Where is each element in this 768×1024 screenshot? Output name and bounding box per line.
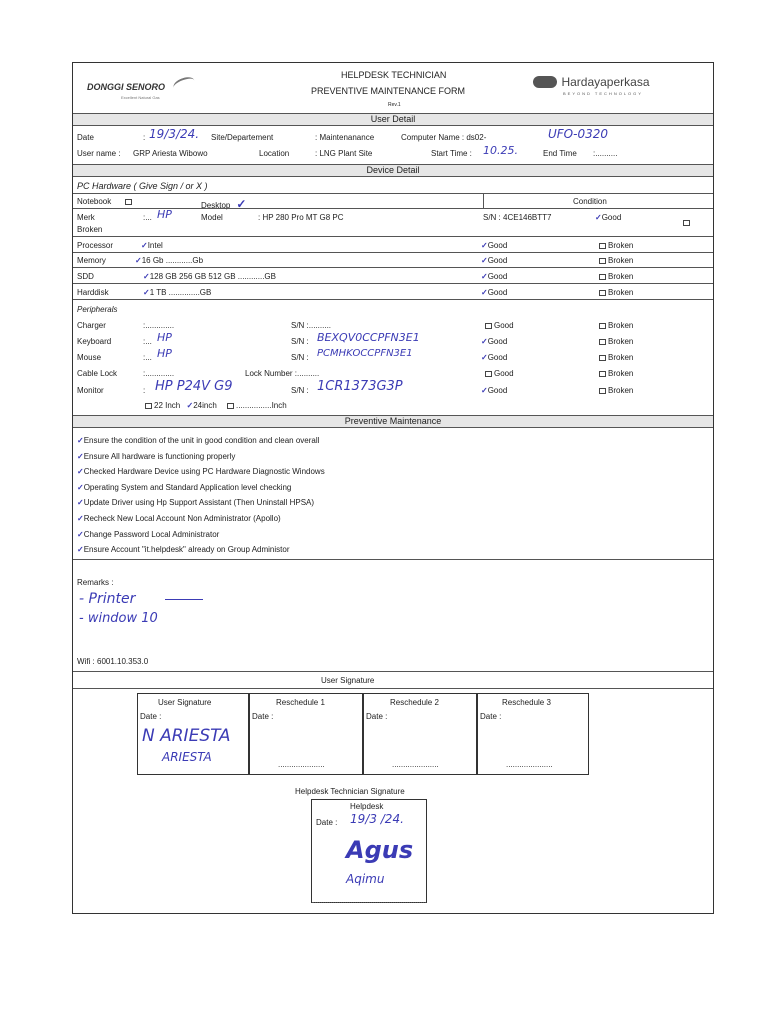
- divider: [73, 283, 713, 284]
- tech-date-label: Date :: [316, 818, 338, 827]
- peripherals-label: Peripherals: [77, 305, 118, 314]
- memory-label: Memory: [77, 256, 106, 265]
- desktop-check-icon[interactable]: ✓: [236, 197, 247, 211]
- memory-opts-text: 16 Gb ............Gb: [141, 256, 204, 265]
- good-text: Good: [487, 337, 508, 346]
- end-time-label: End Time: [543, 149, 577, 158]
- model-value: : HP 280 Pro MT G8 PC: [258, 213, 344, 222]
- broken-text: Broken: [608, 337, 634, 346]
- notebook-checkbox[interactable]: [125, 199, 132, 205]
- pm-item: [77, 542, 325, 558]
- box-date: Date :: [480, 712, 502, 721]
- check-icon[interactable]: ✓: [77, 529, 84, 539]
- pc-hardware-label: PC Hardware ( Give Sign / or X ): [77, 181, 208, 191]
- good-check-icon[interactable]: ✓: [481, 241, 488, 250]
- good-check-icon[interactable]: ✓: [481, 386, 488, 395]
- good-checkbox[interactable]: [485, 371, 492, 377]
- mouse-sn-label: S/N :: [291, 353, 309, 362]
- inch-other-checkbox[interactable]: [227, 403, 234, 409]
- check-icon[interactable]: ✓: [143, 272, 150, 281]
- divider: [73, 299, 713, 300]
- pm-item: [77, 464, 325, 480]
- date-label: Date: [77, 133, 94, 142]
- user-signature-1: N ARIESTA: [142, 726, 231, 746]
- form-title-2: PREVENTIVE MAINTENANCE FORM: [311, 86, 466, 96]
- broken-text: Broken: [608, 272, 634, 281]
- broken-text: Broken: [608, 369, 634, 378]
- date-colon: :: [143, 133, 146, 142]
- processor-label: Processor: [77, 241, 114, 250]
- mouse-colon: :...: [143, 353, 152, 362]
- good-text: Good: [487, 353, 508, 362]
- pm-item: [77, 480, 325, 496]
- box-title: Reschedule 3: [502, 698, 551, 707]
- pm-item-text: Ensure the condition of the unit in good condition and clean overall: [83, 436, 320, 445]
- divider: [73, 559, 713, 560]
- monitor-good: [481, 386, 507, 395]
- tech-box-title: Helpdesk: [350, 802, 384, 811]
- right-logo: [533, 73, 650, 96]
- mouse-value: HP: [157, 347, 172, 360]
- good-text: Good: [487, 256, 508, 265]
- notebook-text: Notebook: [77, 197, 112, 206]
- desktop-text: Desktop: [201, 201, 231, 210]
- sdd-label: SDD: [77, 272, 94, 281]
- reschedule-2-box[interactable]: [363, 693, 477, 775]
- sign-line: .....................: [506, 760, 553, 769]
- broken-checkbox[interactable]: [599, 339, 606, 345]
- sign-line: .....................: [392, 760, 439, 769]
- divider: [73, 671, 713, 672]
- broken-checkbox[interactable]: [599, 355, 606, 361]
- pc-serial: S/N : 4CE146BTT7: [483, 213, 552, 222]
- broken-checkbox[interactable]: [599, 371, 606, 377]
- box-title: User Signature: [158, 698, 212, 707]
- memory-options: [135, 256, 203, 265]
- keyboard-value: HP: [157, 331, 172, 344]
- box-title: Reschedule 1: [276, 698, 325, 707]
- keyboard-broken: [599, 337, 633, 346]
- hardaya-logo-icon: [533, 76, 557, 88]
- check-icon[interactable]: ✓: [77, 451, 84, 461]
- reschedule-1-box[interactable]: [249, 693, 363, 775]
- cable-lock-value: :.............: [143, 369, 175, 378]
- user-signature-header: User Signature: [321, 676, 375, 685]
- left-logo-text: DONGGI SENORO: [87, 82, 166, 92]
- keyboard-colon: :...: [143, 337, 152, 346]
- mouse-good: [481, 353, 507, 362]
- keyboard-sn-value: BEXQV0CCPFN3E1: [317, 331, 420, 344]
- user-detail-band: User Detail: [73, 113, 713, 126]
- good-check-icon[interactable]: ✓: [481, 353, 488, 362]
- user-signature-2: ARIESTA: [162, 750, 212, 764]
- device-detail-band: Device Detail: [73, 164, 713, 177]
- broken-text: Broken: [608, 353, 634, 362]
- check-icon[interactable]: ✓: [77, 513, 84, 523]
- condition-divider: [483, 193, 484, 209]
- user-name-value: GRP Ariesta Wibowo: [133, 149, 208, 158]
- pm-item-text: Ensure Account "it.helpdesk" already on Group Administor: [83, 545, 290, 555]
- keyboard-sn-label: S/N :: [291, 337, 309, 346]
- good-text: Good: [487, 288, 508, 297]
- harddisk-label: Harddisk: [77, 288, 109, 297]
- computer-name-value: UFO-0320: [548, 127, 608, 141]
- wifi-label: Wifi : 6001.10.353.0: [77, 657, 149, 666]
- box-date: Date :: [252, 712, 274, 721]
- notebook-label: [77, 197, 134, 206]
- charger-label: Charger: [77, 321, 106, 330]
- pm-item: [77, 511, 325, 527]
- processor-opts-text: Intel: [147, 241, 163, 250]
- merk-value: HP: [157, 208, 172, 221]
- monitor-colon: :: [143, 386, 146, 395]
- good-text: Good: [487, 241, 508, 250]
- charger-good: [485, 321, 514, 330]
- location-value: : LNG Plant Site: [315, 149, 373, 158]
- pm-item-text: Checked Hardware Device using PC Hardware Diagnostic Windows: [83, 467, 325, 477]
- keyboard-label: Keyboard: [77, 337, 112, 346]
- rev-label: Rev.1: [388, 102, 401, 108]
- broken-text: Broken: [608, 321, 634, 330]
- divider: [73, 252, 713, 253]
- broken-checkbox[interactable]: [599, 274, 606, 280]
- good-check-icon[interactable]: ✓: [595, 213, 602, 222]
- good-text: Good: [601, 213, 622, 222]
- broken-checkbox[interactable]: [599, 388, 606, 394]
- tech-sign-line: [312, 902, 426, 903]
- divider: [73, 267, 713, 268]
- broken-text: Broken: [608, 386, 634, 395]
- site-label: Site/Departement: [211, 133, 274, 142]
- remarks-label: Remarks :: [77, 578, 114, 587]
- box-date: Date :: [366, 712, 388, 721]
- mouse-label: Mouse: [77, 353, 102, 362]
- sdd-good: [481, 272, 507, 281]
- remarks-line-1: - Printer: [79, 591, 136, 607]
- computer-name-label: Computer Name : ds02-: [401, 133, 487, 142]
- tech-signature: Agus: [346, 836, 414, 864]
- check-icon[interactable]: ✓: [77, 436, 84, 445]
- good-check-icon[interactable]: ✓: [481, 272, 488, 281]
- good-checkbox[interactable]: [485, 323, 492, 329]
- divider: [73, 688, 713, 689]
- mouse-sn-value: PCMHKOCCPFN3E1: [317, 348, 413, 359]
- processor-options: [141, 241, 163, 250]
- user-name-label: User name :: [77, 149, 121, 158]
- right-logo-sub: BEYOND TECHNOLOGY: [563, 91, 643, 96]
- model-label: Model: [201, 213, 223, 222]
- swoosh-icon: [172, 75, 197, 94]
- keyboard-good: [481, 337, 507, 346]
- good-check-icon[interactable]: ✓: [481, 337, 488, 346]
- monitor-sn-label: S/N :: [291, 386, 309, 395]
- processor-good: [481, 241, 507, 250]
- monitor-broken: [599, 386, 633, 395]
- broken-checkbox[interactable]: [599, 290, 606, 296]
- broken-checkbox[interactable]: [599, 323, 606, 329]
- harddisk-broken: [599, 288, 633, 297]
- broken-text: Broken: [608, 256, 634, 265]
- pc-good: [595, 213, 621, 222]
- pc-broken-checkbox[interactable]: [683, 214, 692, 232]
- maintenance-form: [72, 62, 714, 914]
- start-time-value: 10.25.: [483, 144, 518, 157]
- check-icon[interactable]: ✓: [77, 498, 84, 508]
- tech-signature-box[interactable]: [311, 799, 427, 903]
- check-icon[interactable]: ✓: [77, 482, 84, 492]
- location-label: Location: [259, 149, 290, 158]
- form-title-1: HELPDESK TECHNICIAN: [341, 70, 447, 80]
- pm-item: [77, 449, 325, 465]
- start-time-label: Start Time :: [431, 149, 472, 158]
- pc-broken-label: Broken: [77, 225, 103, 234]
- check-icon[interactable]: ✓: [77, 545, 84, 555]
- pm-item-text: Ensure All hardware is functioning properly: [83, 451, 236, 461]
- cable-lock-good: [485, 369, 514, 378]
- cable-lock-label: Cable Lock: [77, 369, 118, 378]
- sdd-options: [143, 272, 276, 281]
- inch22-text: 22 Inch: [154, 401, 181, 410]
- mouse-broken: [599, 353, 633, 362]
- tech-date-value: 19/3 /24.: [350, 812, 404, 826]
- pm-item-text: Change Password Local Administrator: [83, 529, 220, 539]
- pm-item-text: Update Driver using Hp Support Assistant (Then Uninstall HPSA): [83, 498, 315, 508]
- user-signature-box[interactable]: [137, 693, 249, 775]
- date-value: 19/3/24.: [149, 127, 200, 141]
- good-text: Good: [487, 386, 508, 395]
- pm-item-text: Operating System and Standard Application level checking: [83, 482, 292, 492]
- pm-item: [77, 527, 325, 543]
- remarks-underline: [165, 599, 203, 600]
- pm-item: [77, 433, 325, 449]
- charger-broken: [599, 321, 633, 330]
- good-check-icon[interactable]: ✓: [481, 288, 488, 297]
- good-text: Good: [494, 369, 514, 378]
- charger-sn: S/N :..........: [291, 321, 332, 330]
- condition-header: Condition: [573, 197, 607, 206]
- site-value: : Maintenanance: [315, 133, 375, 142]
- processor-broken: [599, 241, 633, 250]
- harddisk-good: [481, 288, 507, 297]
- memory-broken: [599, 256, 633, 265]
- sdd-broken: [599, 272, 633, 281]
- monitor-sn-value: 1CR1373G3P: [317, 379, 403, 394]
- inch22-checkbox[interactable]: [145, 403, 152, 409]
- check-icon[interactable]: ✓: [143, 288, 150, 297]
- divider: [73, 236, 713, 237]
- right-logo-text: Hardayaperkasa: [561, 75, 650, 89]
- memory-good: [481, 256, 507, 265]
- harddisk-options: [143, 288, 211, 297]
- pm-item: [77, 495, 325, 511]
- divider: [73, 193, 713, 194]
- inch24-check-icon[interactable]: ✓: [186, 401, 194, 410]
- good-check-icon[interactable]: ✓: [481, 256, 488, 265]
- end-time-value: :..........: [593, 149, 618, 158]
- tech-name: Aqimu: [346, 872, 385, 886]
- charger-value: :.............: [143, 321, 175, 330]
- merk-label: Merk: [77, 213, 95, 222]
- reschedule-3-box[interactable]: [477, 693, 589, 775]
- good-text: Good: [494, 321, 514, 330]
- preventive-maintenance-band: Preventive Maintenance: [73, 415, 713, 428]
- pm-list: [77, 433, 325, 558]
- broken-checkbox[interactable]: [599, 258, 606, 264]
- cable-lock-broken: [599, 369, 633, 378]
- monitor-label: Monitor: [77, 386, 104, 395]
- tech-signature-header: Helpdesk Technician Signature: [295, 787, 405, 796]
- inch24-text: 24inch: [193, 401, 217, 410]
- pm-item-text: Recheck New Local Account Non Administrator (Apollo): [83, 513, 281, 523]
- inch-other-text: ................Inch: [236, 401, 287, 410]
- monitor-value: HP P24V G9: [155, 379, 233, 394]
- sdd-opts-text: 128 GB 256 GB 512 GB ............GB: [149, 272, 276, 281]
- check-icon[interactable]: ✓: [135, 256, 142, 265]
- check-icon[interactable]: ✓: [77, 467, 84, 477]
- left-logo: [87, 77, 195, 100]
- remarks-line-2: - window 10: [79, 611, 158, 626]
- box-title: Reschedule 2: [390, 698, 439, 707]
- broken-checkbox[interactable]: [599, 243, 606, 249]
- sign-line: .....................: [278, 760, 325, 769]
- check-icon[interactable]: ✓: [141, 241, 148, 250]
- harddisk-opts-text: 1 TB ..............GB: [149, 288, 212, 297]
- left-logo-sub: Excellent Natural Gas: [121, 95, 160, 100]
- monitor-size-options: [145, 401, 287, 410]
- broken-text: Broken: [608, 288, 634, 297]
- merk-colon: :...: [143, 213, 152, 222]
- lock-number: Lock Number :..........: [245, 369, 320, 378]
- box-date: Date :: [140, 712, 162, 721]
- broken-text: Broken: [608, 241, 634, 250]
- good-text: Good: [487, 272, 508, 281]
